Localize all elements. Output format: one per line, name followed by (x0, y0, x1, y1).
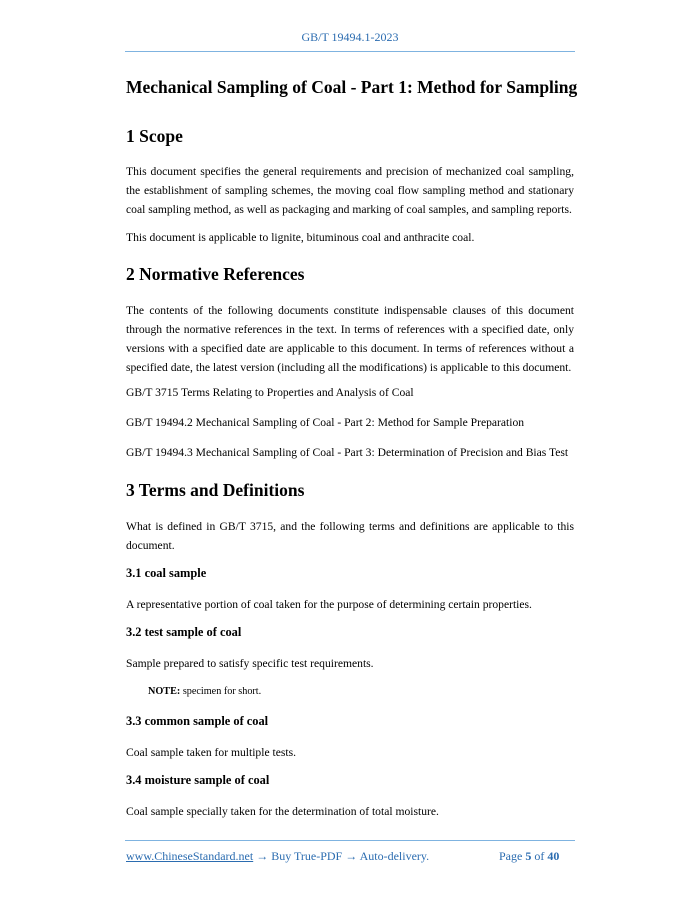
term-3-4-heading: 3.4 moisture sample of coal (126, 773, 270, 787)
reference-item: GB/T 19494.2 Mechanical Sampling of Coal - Part 2: Method for Sample Preparation (126, 416, 525, 429)
total-pages-number: 40 (547, 849, 560, 863)
section-2-paragraph-1: The contents of the following documents constitute indispensable clauses of this document through the normative references in the text. In terms of references with a specified date, only versions with a specified date are applicable to this document. In terms of references without a specified date, the latest version (including all the modifications) is applicable to this document. (126, 304, 574, 374)
page-indicator (499, 849, 559, 864)
section-3-intro: What is defined in GB/T 3715, and the following terms and definitions are applicable to this document. (126, 520, 574, 552)
term-3-2-note (148, 686, 261, 697)
buy-true-pdf-link[interactable]: Buy True-PDF (271, 849, 343, 863)
note-label: NOTE: (148, 686, 181, 697)
term-3-3-heading: 3.3 common sample of coal (126, 714, 269, 728)
page-label: Page (499, 849, 523, 863)
header-rule (125, 51, 575, 52)
current-page-number: 5 (525, 849, 532, 863)
term-3-3-definition: Coal sample taken for multiple tests. (126, 746, 297, 759)
arrow-right-icon: → (256, 849, 269, 863)
section-1-paragraph-2: This document is applicable to lignite, bituminous coal and anthracite coal. (126, 231, 475, 244)
term-3-1-definition: A representative portion of coal taken for the purpose of determining certain properties. (126, 598, 532, 611)
section-1-paragraph-1: This document specifies the general requirements and precision of mechanized coal sampling, the establishment of sampling schemes, the moving coal flow sampling method and stationary coal sampling method, as well as packaging and marking of coal samples, and sampling reports. (126, 165, 574, 216)
website-link[interactable]: www.ChineseStandard.net (126, 849, 254, 863)
note-text: specimen for short. (182, 686, 262, 697)
reference-item: GB/T 3715 Terms Relating to Properties and Analysis of Coal (126, 386, 414, 399)
page-of-label: of (534, 849, 545, 863)
term-3-2-definition: Sample prepared to satisfy specific test requirements. (126, 657, 374, 670)
term-3-2-heading: 3.2 test sample of coal (126, 625, 242, 639)
term-3-1-heading: 3.1 coal sample (126, 566, 207, 580)
section-2-heading: 2 Normative References (126, 264, 305, 284)
document-title: Mechanical Sampling of Coal - Part 1: Method for Sampling (126, 77, 578, 97)
section-3-heading: 3 Terms and Definitions (126, 480, 305, 500)
auto-delivery-text: Auto-delivery. (359, 849, 430, 863)
footer-rule (125, 840, 575, 841)
arrow-right-icon: → (345, 849, 358, 863)
term-3-4-definition: Coal sample specially taken for the determination of total moisture. (126, 805, 439, 818)
reference-item: GB/T 19494.3 Mechanical Sampling of Coal - Part 3: Determination of Precision and Bias Test (126, 446, 569, 459)
footer-promo (126, 849, 429, 864)
standard-number-header: GB/T 19494.1-2023 (301, 30, 399, 44)
section-1-heading: 1 Scope (126, 126, 183, 146)
